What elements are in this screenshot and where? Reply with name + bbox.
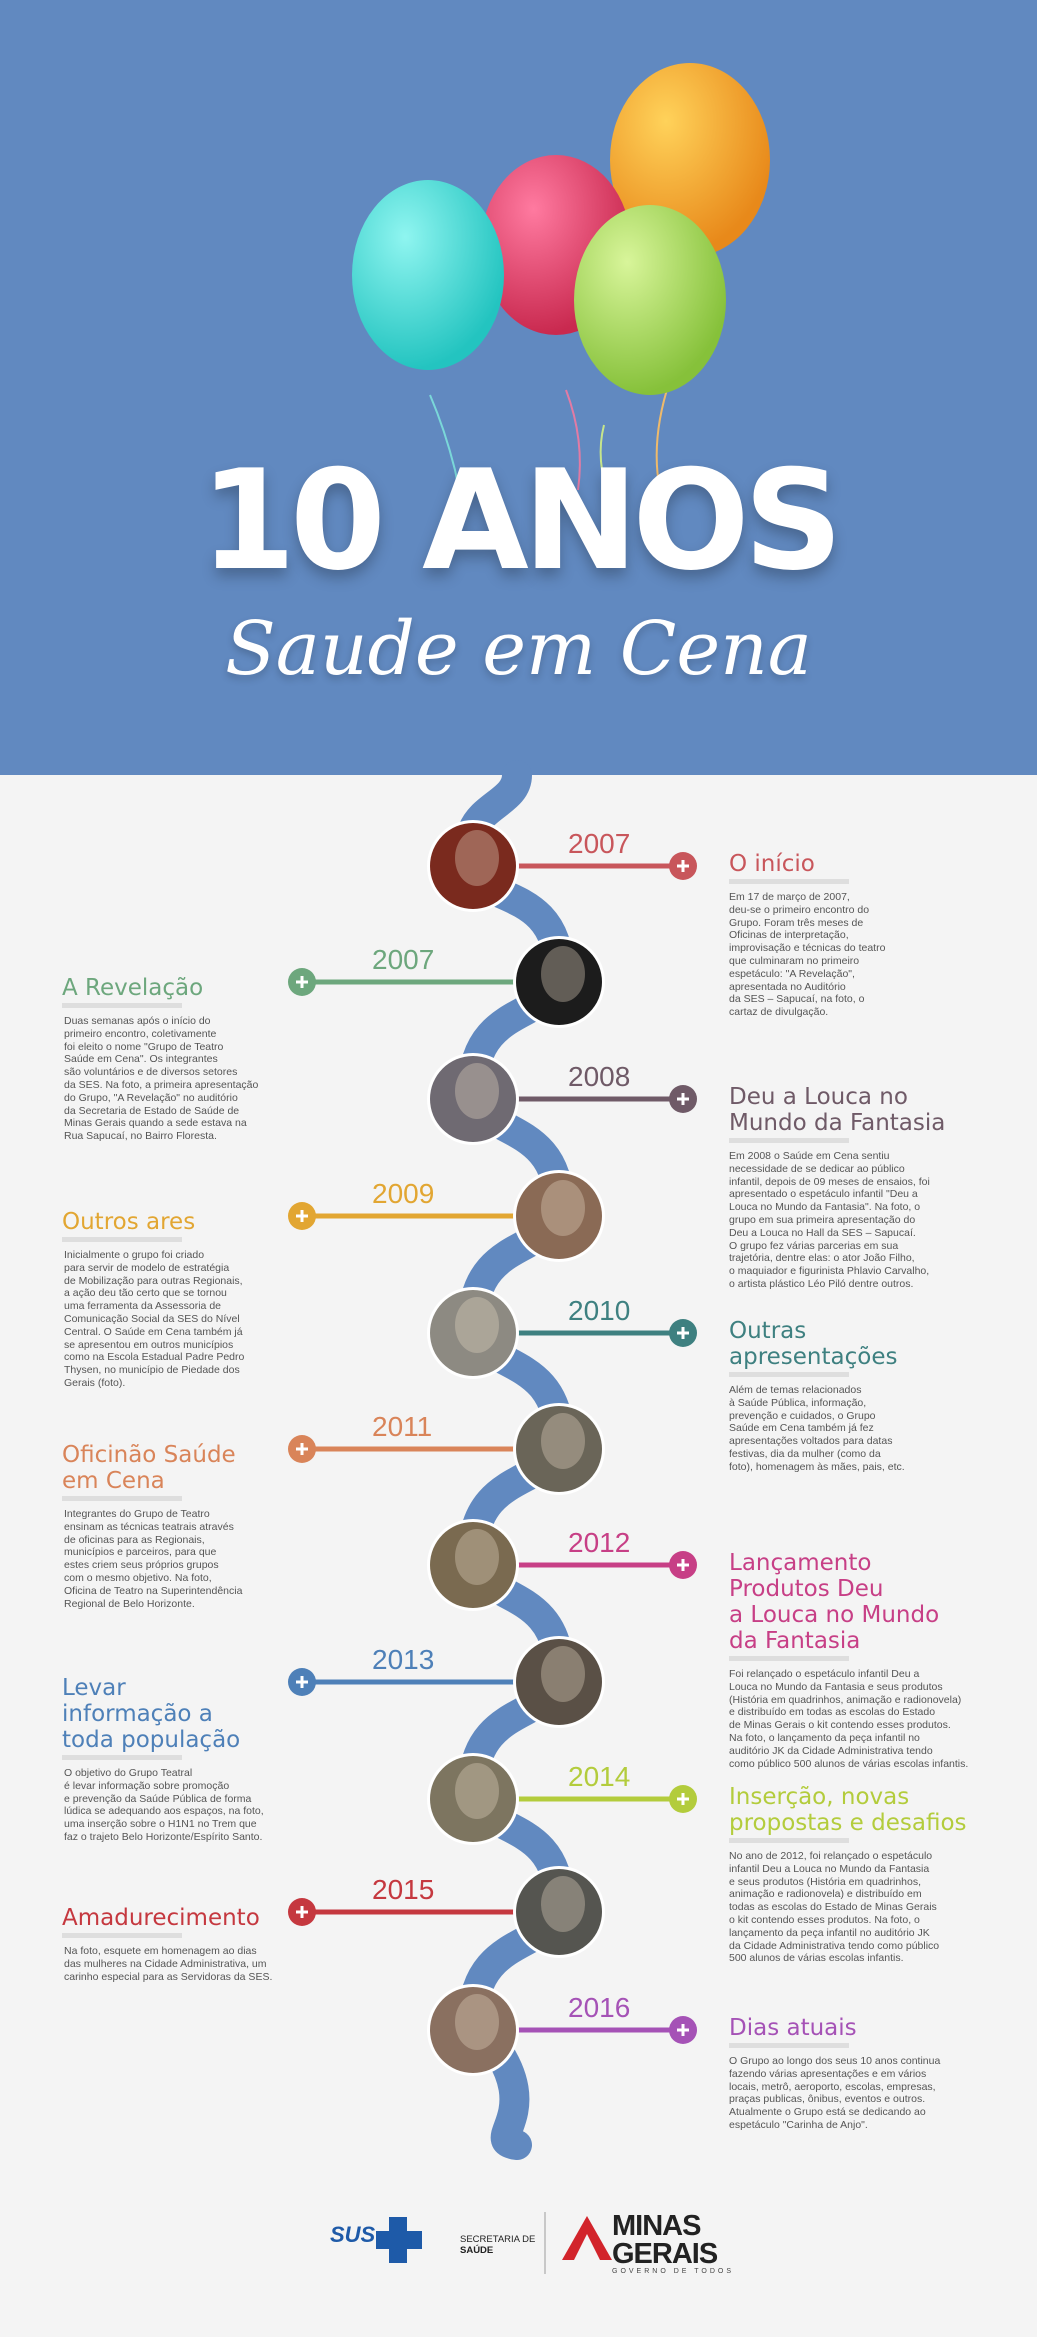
photo-figure	[541, 1646, 585, 1702]
photo-figure	[541, 1413, 585, 1469]
photo-figure	[455, 1529, 499, 1585]
milestone-body-line: O objetivo do Grupo Teatral	[64, 1767, 193, 1779]
milestone-year: 2011	[372, 1411, 433, 1442]
milestone-body-line: Saúde em Cena também já fez	[729, 1422, 874, 1435]
milestone-heading: Oficinão Saúde	[62, 1442, 236, 1468]
milestone-heading: toda população	[62, 1727, 241, 1753]
milestone-body-line: Regional de Belo Horizonte.	[64, 1597, 195, 1610]
milestone-heading: Produtos Deu	[729, 1576, 884, 1602]
minas-gerais-triangle-icon	[560, 2214, 614, 2262]
milestone-body-line: fazendo várias apresentações e em vários	[729, 2067, 927, 2080]
milestone-body-line: Foi relançado o espetáculo infantil Deu a	[729, 1668, 920, 1680]
milestone-body-line: prevenção e cuidados, o Grupo	[729, 1409, 876, 1422]
milestone-heading: apresentações	[729, 1344, 898, 1370]
milestone-heading: Amadurecimento	[62, 1905, 260, 1931]
milestone-year: 2007	[372, 944, 435, 975]
milestone-body-line: Minas Gerais quando a sede estava na	[64, 1117, 247, 1130]
milestone-body-line: (História em quadrinhos, animação e radionovela)	[729, 1693, 962, 1706]
milestone-body-line: apresentada no Auditório	[729, 980, 846, 993]
photo-figure	[455, 1763, 499, 1819]
milestone-body-line: Deu a Louca no Hall da SES – Sapucaí.	[729, 1226, 916, 1239]
heading-underline	[62, 1496, 182, 1501]
heading-underline	[62, 1755, 182, 1760]
photo-figure	[541, 1876, 585, 1932]
milestone-body-line: da SES – Sapucaí, na foto, o	[729, 993, 865, 1006]
minas-line2: GERAIS	[612, 2238, 718, 2270]
milestone-heading: Mundo da Fantasia	[729, 1110, 946, 1136]
heading-underline	[62, 1237, 182, 1242]
milestone-body-line: Inicialmente o grupo foi criado	[64, 1249, 205, 1261]
photo-figure	[541, 1180, 585, 1236]
milestone-body-line: grupo em sua primeira apresentação do	[729, 1214, 916, 1226]
milestone-year: 2014	[568, 1761, 631, 1792]
milestone-body-line: é levar informação sobre promoção	[64, 1779, 230, 1792]
milestone-body-line: O Grupo ao longo dos seus 10 anos continua	[729, 2055, 941, 2067]
hero-title: 10 ANOS	[199, 440, 838, 601]
milestone-body-line: lúdica se adequando aos espaços, na foto,	[64, 1805, 264, 1818]
milestone-heading: a Louca no Mundo	[729, 1602, 940, 1628]
milestone-body-line: ensinam as técnicas teatrais através	[64, 1520, 234, 1533]
milestone-body-line: festivas, dia da mulher (como da	[729, 1448, 881, 1460]
milestone-body-line: praças publicas, ônibus, eventos e outros.	[729, 2093, 926, 2106]
heading-underline	[729, 879, 849, 884]
milestone-body-line: animação e radionovela) e distribuído em	[729, 1888, 922, 1901]
milestone-body-line: auditório JK da Cidade Administrativa tendo	[729, 1744, 933, 1757]
milestone-body-line: espetáculo: "A Revelação",	[729, 967, 855, 980]
milestone-body-line: Central. O Saúde em Cena também já	[64, 1325, 243, 1338]
milestone-body-line: Grupo. Foram três meses de	[729, 916, 864, 929]
sus-cross-icon	[374, 2215, 424, 2265]
milestone-body-line: cartaz de divulgação.	[729, 1006, 829, 1019]
milestone-year: 2013	[372, 1644, 435, 1675]
milestone-heading: Inserção, novas	[729, 1784, 910, 1810]
milestone-heading: propostas e desafios	[729, 1810, 967, 1836]
milestone-body-line: o kit contendo esses produtos. Na foto, o	[729, 1914, 920, 1926]
milestone-body-line: uma inserção sobre o H1N1 no Trem que	[64, 1818, 257, 1831]
milestone-body-line: apresentado o espetáculo infantil "Deu a	[729, 1188, 918, 1201]
milestone-heading: informação a	[62, 1701, 213, 1727]
milestone-body-line: à Saúde Pública, informação,	[729, 1396, 867, 1409]
milestone-heading: da Fantasia	[729, 1628, 861, 1654]
milestone-body-line: com o mesmo objetivo. Na foto,	[64, 1572, 212, 1584]
milestone-body-line: Louca no Mundo da Fantasia e seus produtos	[729, 1680, 943, 1693]
milestone-body-line: Na foto, esquete em homenagem ao dias	[64, 1945, 257, 1957]
milestone-body-line: Louca no Mundo da Fantasia". Na foto, o	[729, 1201, 921, 1214]
milestone-body-line: lançamento da peça infantil no auditório JK	[729, 1926, 930, 1939]
minas-gerais-logo-text	[612, 2212, 717, 2268]
milestone-body-line: faz o trajeto Belo Horizonte/Espírito Santo.	[64, 1831, 263, 1843]
milestone-body-line: o maquiador e figurinista Phlavio Carvalho,	[729, 1265, 930, 1278]
milestone-body-line: e distribuído em todas as escolas do Estado	[729, 1706, 936, 1719]
milestone-heading: em Cena	[62, 1468, 165, 1494]
photo-figure	[455, 1297, 499, 1353]
milestone-body-line: necessidade de se dedicar ao público	[729, 1162, 905, 1175]
heading-underline	[729, 1838, 849, 1843]
photo-figure	[455, 830, 499, 886]
sus-logo-text: SUS	[330, 2222, 376, 2247]
milestone-body-line: da SES. Na foto, a primeira apresentação	[64, 1079, 259, 1091]
minas-line1: MINAS	[612, 2210, 701, 2242]
milestone-body-line: são voluntários e de diversos setores	[64, 1066, 238, 1079]
milestone-body-line: Thysen, no município de Piedade dos	[64, 1364, 240, 1377]
milestone-body-line: apresentações voltados para datas	[729, 1435, 893, 1448]
milestone-year: 2007	[568, 828, 631, 859]
milestone-body-line: para servir de modelo de estratégia	[64, 1261, 230, 1274]
milestone-body-line: como na Escola Estadual Padre Pedro	[64, 1351, 245, 1364]
milestone-heading: Deu a Louca no	[729, 1084, 908, 1110]
milestone-body-line: do Grupo, "A Revelação" no auditório	[64, 1091, 238, 1104]
milestone-body-line: de oficinas para as Regionais,	[64, 1533, 205, 1546]
milestone-heading: Lançamento	[729, 1550, 872, 1576]
milestone-body-line: trajetória, dentre elas: o ator João Filho,	[729, 1252, 915, 1265]
milestone-body-line: No ano de 2012, foi relançado o espetáculo	[729, 1850, 933, 1862]
milestone-body-line: estes criem seus próprios grupos	[64, 1559, 219, 1572]
secretaria-line2: SAÚDE	[460, 2245, 494, 2256]
milestone-heading: Outras	[729, 1318, 807, 1344]
milestone-body-line: da Secretaria de Estado de Saúde de	[64, 1104, 240, 1117]
milestone-year: 2012	[568, 1527, 631, 1558]
milestone-body-line: Saúde em Cena". Os integrantes	[64, 1053, 218, 1066]
milestone-body-line: Oficinas de interpretação,	[729, 929, 849, 942]
hero-subtitle: Saude em Cena	[225, 606, 812, 692]
milestone-body-line: das mulheres na Cidade Administrativa, um	[64, 1957, 267, 1970]
milestone-year: 2008	[568, 1061, 631, 1092]
milestone-body-line: infantil Deu a Louca no Mundo da Fantasia	[729, 1862, 930, 1875]
milestone-body-line: Em 2008 o Saúde em Cena sentiu	[729, 1150, 890, 1162]
milestone-body-line: municípios e parceiros, para que	[64, 1546, 217, 1559]
secretaria-line1: SECRETARIA DE	[460, 2234, 536, 2245]
milestone-heading: A Revelação	[62, 975, 204, 1001]
minas-gerais-tagline: GOVERNO DE TODOS	[612, 2268, 735, 2275]
milestone-year: 2009	[372, 1178, 435, 1209]
heading-underline	[62, 1003, 182, 1008]
milestone-body-line: que culminaram no primeiro	[729, 955, 860, 967]
milestone-body-line: Duas semanas após o início do	[64, 1015, 211, 1027]
heading-underline	[729, 2043, 849, 2048]
milestone-body-line: Oficina de Teatro na Superintendência	[64, 1584, 243, 1597]
milestone-heading: Levar	[62, 1675, 126, 1701]
milestone-body-line: primeiro encontro, coletivamente	[64, 1027, 217, 1040]
milestone-heading: Outros ares	[62, 1209, 196, 1235]
milestone-body-line: Gerais (foto).	[64, 1377, 126, 1389]
photo-figure	[541, 946, 585, 1002]
milestone-body-line: Em 17 de março de 2007,	[729, 891, 850, 903]
milestone-body-line: Além de temas relacionados	[729, 1384, 862, 1396]
milestone-body-line: Na foto, o lançamento da peça infantil no	[729, 1732, 920, 1744]
heading-underline	[729, 1138, 849, 1143]
milestone-body-line: carinho especial para as Servidoras da SES.	[64, 1970, 273, 1983]
milestone-year: 2015	[372, 1874, 435, 1905]
milestone-body-line: e seus produtos (História em quadrinhos,	[729, 1875, 922, 1888]
milestone-body-line: Comunicação Social da SES do Nível	[64, 1313, 240, 1325]
photo-figure	[455, 1063, 499, 1119]
photo-figure	[455, 1994, 499, 2050]
milestone-body-line: Rua Sapucaí, no Bairro Floresta.	[64, 1130, 217, 1143]
milestone-body-line: Integrantes do Grupo de Teatro	[64, 1508, 210, 1520]
milestone-body-line: espetáculo "Carinha de Anjo".	[729, 2119, 868, 2131]
milestone-body-line: se apresentou em outros municípios	[64, 1338, 234, 1351]
milestone-body-line: como público 500 alunos de várias escolas infantis.	[729, 1757, 969, 1770]
milestone-body-line: 500 alunos de várias escolas infantis.	[729, 1952, 904, 1965]
milestone-body-line: locais, metrô, aeroporto, escolas, empresas,	[729, 2080, 936, 2093]
milestone-heading: Dias atuais	[729, 2015, 857, 2041]
milestone-body-line: Atualmente o Grupo está se dedicando ao	[729, 2106, 926, 2119]
milestone-body-line: foi eleito o nome "Grupo de Teatro	[64, 1040, 224, 1053]
milestone-body-line: improvisação e técnicas do teatro	[729, 942, 886, 955]
milestone-body-line: foto), homenagem às mães, pais, etc.	[729, 1460, 905, 1473]
milestone-body-line: da Cidade Administrativa tendo como público	[729, 1939, 940, 1952]
footer-divider	[544, 2212, 546, 2274]
heading-underline	[62, 1933, 182, 1938]
milestone-body-line: todas as escolas do Estado de Minas Gerais	[729, 1901, 937, 1914]
milestone-year: 2010	[568, 1295, 631, 1326]
milestone-year: 2016	[568, 1992, 631, 2023]
milestone-body-line: o artista plástico Léo Piló dentre outros.	[729, 1278, 914, 1290]
milestone-body-line: uma ferramenta da Assessoria de	[64, 1300, 221, 1313]
heading-underline	[729, 1372, 849, 1377]
milestone-body-line: a ação deu tão certo que se tornou	[64, 1287, 227, 1300]
milestone-body-line: O grupo fez várias parcerias em sua	[729, 1239, 899, 1252]
milestone-body-line: deu-se o primeiro encontro do	[729, 903, 870, 916]
milestone-body-line: infantil, depois de 09 meses de ensaios, foi	[729, 1175, 930, 1188]
heading-underline	[729, 1656, 849, 1661]
secretaria-saude-label	[460, 2234, 535, 2256]
milestone-body-line: e prevenção da Saúde Pública de forma	[64, 1792, 252, 1805]
milestone-body-line: de Minas Gerais o kit contendo esses produtos.	[729, 1719, 951, 1732]
milestone-body-line: de Mobilização para outras Regionais,	[64, 1274, 243, 1287]
milestone-heading: O início	[729, 851, 815, 877]
